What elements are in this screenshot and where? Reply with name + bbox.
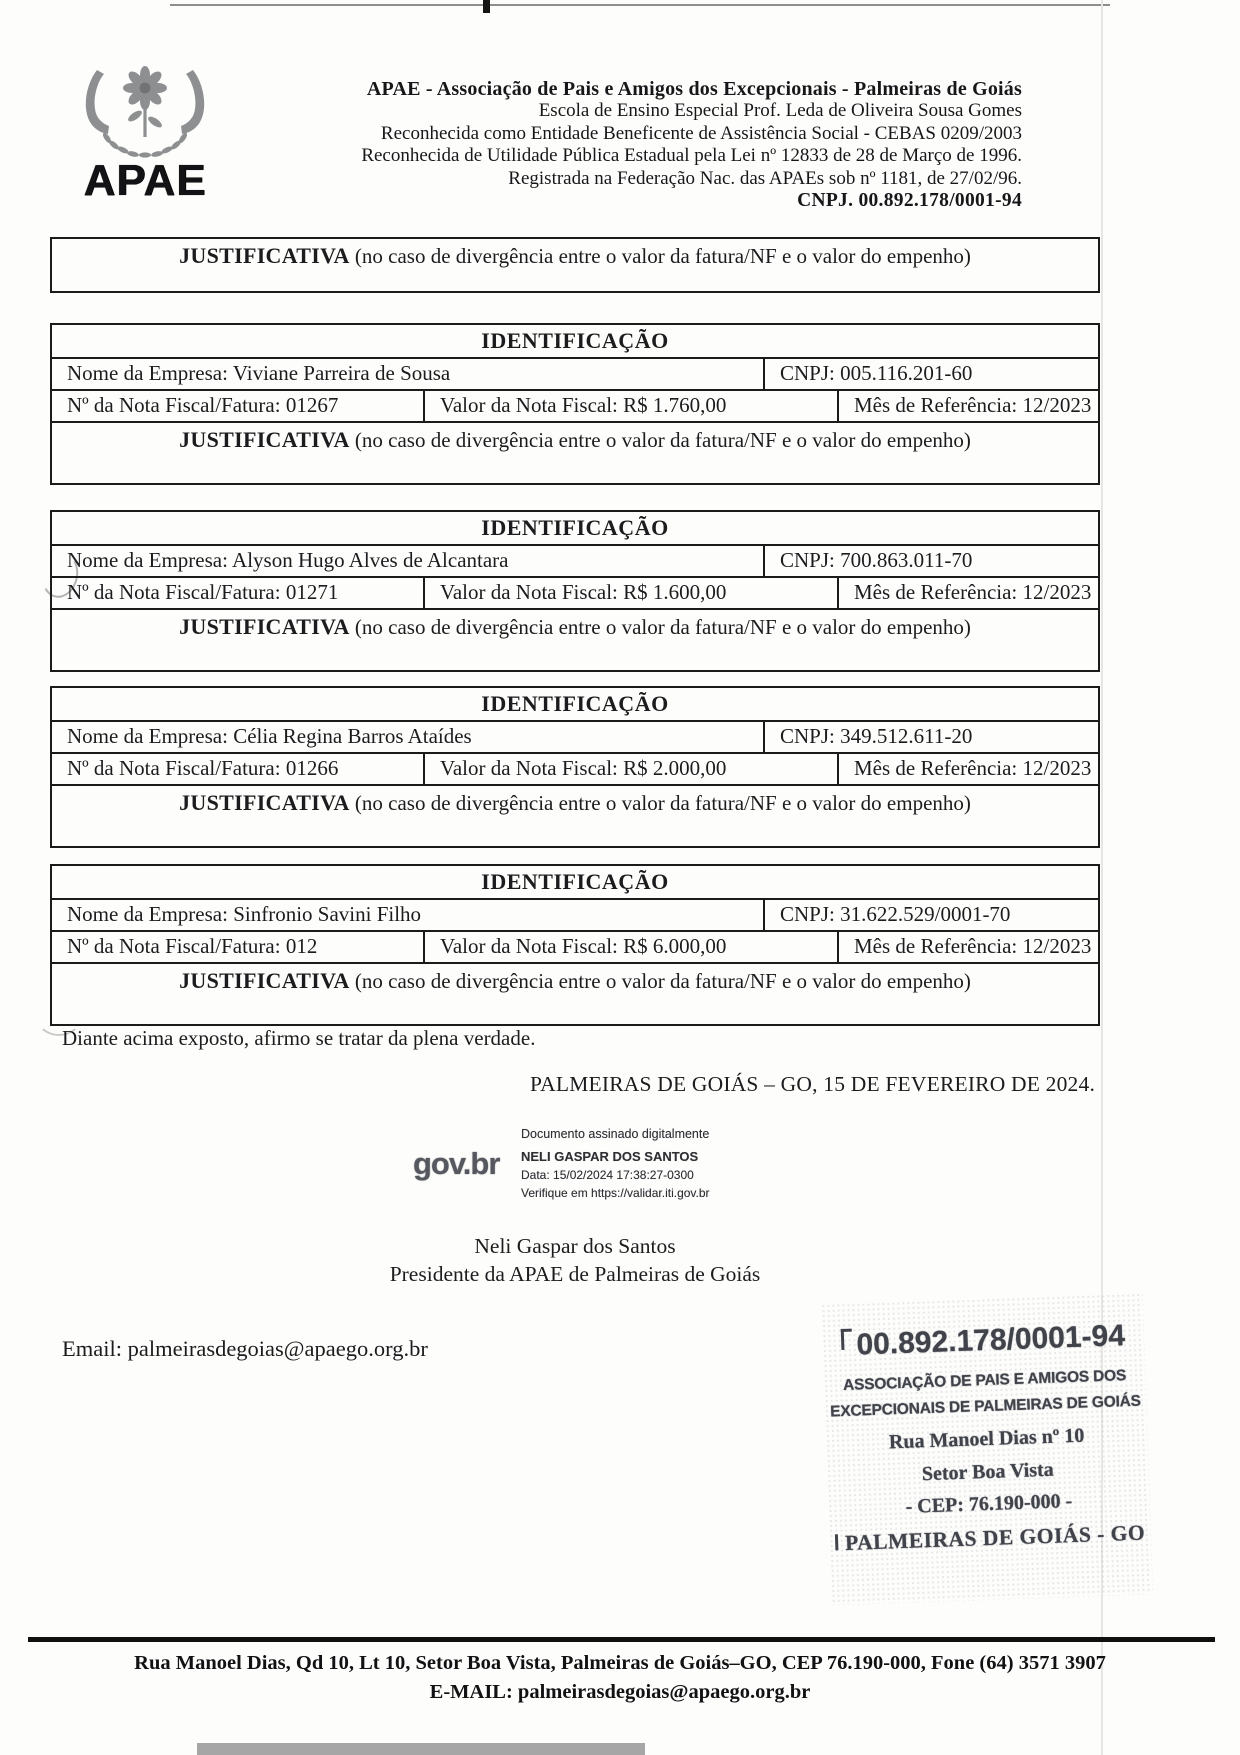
justificativa-label: JUSTIFICATIVA [179,427,350,452]
city-date-line: PALMEIRAS DE GOIÁS – GO, 15 DE FEVEREIRO DE 2024. [530,1072,1096,1096]
justificativa-row [52,423,1098,483]
closing-statement: Diante acima exposto, afirmo se tratar da plena verdade. [62,1026,536,1050]
nf-label: Nº da Nota Fiscal/Fatura: [67,580,281,604]
cnpj-label: CNPJ: [780,902,835,926]
cnpj-cell [765,359,1098,389]
mes-value: 12/2023 [1022,393,1092,417]
mes-cell [839,932,1098,962]
nf-value: 01267 [285,393,339,417]
justificativa-note: (no caso de divergência entre o valor da fatura/NF e o valor do empenho) [354,969,971,993]
justificativa-label: JUSTIFICATIVA [179,968,350,993]
justificativa-box [50,237,1100,293]
stamp-org-line-1: ASSOCIAÇÃO DE PAIS E AMIGOS DOS [842,1367,1127,1394]
nf-value: 01271 [285,580,339,604]
identificacao-table-2 [50,510,1100,672]
justificativa-label: JUSTIFICATIVA [179,614,350,639]
mes-label: Mês de Referência: [854,393,1018,417]
cnpj-cell [765,900,1098,930]
cnpj-cell [765,722,1098,752]
nota-fiscal-cell [52,932,425,962]
apae-flower-hands-icon [73,64,217,160]
mes-label: Mês de Referência: [854,580,1018,604]
empresa-value: Viviane Parreira de Sousa [232,361,451,385]
mes-cell [839,578,1098,608]
justificativa-row [52,786,1098,846]
stamp-city: PALMEIRAS DE GOIÁS - GO [829,1520,1152,1556]
valor-label: Valor da Nota Fiscal: [440,393,618,417]
table-title: IDENTIFICAÇÃO [52,325,1098,359]
valor-label: Valor da Nota Fiscal: [440,580,618,604]
cnpj-value: 700.863.011-70 [840,548,973,572]
table-title: IDENTIFICAÇÃO [52,866,1098,900]
mes-label: Mês de Referência: [854,756,1018,780]
identificacao-table-3 [50,686,1100,848]
nota-fiscal-cell [52,754,425,784]
mes-value: 12/2023 [1022,580,1092,604]
apae-logo-wordmark: APAE [83,156,207,205]
cnpj-value: 349.512.611-20 [840,724,973,748]
table-title: IDENTIFICAÇÃO [52,688,1098,722]
signature-verify-text: Verifique em https://validar.iti.gov.br [521,1186,710,1200]
empresa-cell [52,546,765,576]
valor-cell [425,391,839,421]
valor-label: Valor da Nota Fiscal: [440,934,618,958]
justificativa-note: (no caso de divergência entre o valor da fatura/NF e o valor do empenho) [354,244,971,268]
valor-value: R$ 1.600,00 [623,580,727,604]
signer-name: NELI GASPAR DOS SANTOS [521,1149,699,1164]
signer-printed-name: Neli Gaspar dos Santos [474,1234,676,1258]
stamp-cep: - CEP: 76.190-000 - [905,1490,1073,1518]
empresa-value: Sinfronio Savini Filho [233,902,422,926]
justificativa-note: (no caso de divergência entre o valor da fatura/NF e o valor do empenho) [354,791,971,815]
lei-line: Reconhecida de Utilidade Pública Estadual pela Lei nº 12833 de 28 de Março de 1996. [361,145,1022,167]
valor-label: Valor da Nota Fiscal: [440,756,618,780]
empresa-cell [52,722,765,752]
scan-edge-line [170,4,1110,6]
cnpj-label: CNPJ: [780,724,835,748]
federacao-line: Registrada na Federação Nac. das APAEs sob nº 1181, de 27/02/96. [508,167,1022,189]
cnpj-label: CNPJ: [780,548,835,572]
rubber-stamp [821,1292,1153,1605]
mes-label: Mês de Referência: [854,934,1018,958]
stamp-org-line-2: EXCEPCIONAIS DE PALMEIRAS DE GOIÁS [829,1392,1142,1421]
school-line: Escola de Ensino Especial Prof. Leda de Oliveira Sousa Gomes [538,100,1022,122]
mes-cell [839,754,1098,784]
email-line: Email: palmeirasdegoias@apaego.org.br [62,1336,428,1361]
empresa-cell [52,359,765,389]
scan-tick-mark [483,0,490,13]
mes-value: 12/2023 [1022,756,1092,780]
cnpj-cell [765,546,1098,576]
valor-cell [425,932,839,962]
apae-logo [73,64,217,165]
nota-fiscal-cell [52,578,425,608]
digital-signature-note: Documento assinado digitalmente [521,1127,710,1141]
valor-cell [425,754,839,784]
nf-value: 012 [285,934,318,958]
footer-divider [28,1637,1215,1642]
nf-label: Nº da Nota Fiscal/Fatura: [67,934,281,958]
nf-label: Nº da Nota Fiscal/Fatura: [67,756,281,780]
valor-value: R$ 2.000,00 [623,756,727,780]
mes-cell [839,391,1098,421]
justificativa-row [52,964,1098,1024]
scanner-bottom-strip [197,1743,645,1755]
stamp-district: Setor Boa Vista [921,1458,1055,1486]
footer-address: Rua Manoel Dias, Qd 10, Lt 10, Setor Boa Vista, Palmeiras de Goiás–GO, CEP 76.190-000, Fone (64) 3571 3907 [134,1652,1106,1674]
justificativa-note: (no caso de divergência entre o valor da fatura/NF e o valor do empenho) [354,615,971,639]
empresa-label: Nome da Empresa: [67,724,228,748]
cnpj-value: 005.116.201-60 [840,361,973,385]
stamp-cnpj: 00.892.178/0001-94 [822,1318,1145,1363]
justificativa-row [52,610,1098,670]
empresa-cell [52,900,765,930]
empresa-value: Alyson Hugo Alves de Alcantara [232,548,509,572]
justificativa-note: (no caso de divergência entre o valor da fatura/NF e o valor do empenho) [354,428,971,452]
identificacao-table-1 [50,323,1100,485]
org-cnpj-line: CNPJ. 00.892.178/0001-94 [797,190,1022,212]
govbr-logo: gov.br [413,1146,500,1181]
empresa-label: Nome da Empresa: [67,361,228,385]
cebas-line: Reconhecida como Entidade Beneficente de Assistência Social - CEBAS 0209/2003 [380,122,1022,144]
stamp-street: Rua Manoel Dias nº 10 [888,1424,1085,1454]
empresa-value: Célia Regina Barros Ataídes [233,724,472,748]
nf-value: 01266 [285,756,339,780]
table-title: IDENTIFICAÇÃO [52,512,1098,546]
cnpj-value: 31.622.529/0001-70 [840,902,1011,926]
justificativa-label: JUSTIFICATIVA [179,790,350,815]
identificacao-table-4 [50,864,1100,1026]
mes-value: 12/2023 [1022,934,1092,958]
valor-value: R$ 1.760,00 [623,393,727,417]
justificativa-label: JUSTIFICATIVA [179,243,350,268]
footer-email: E-MAIL: palmeirasdegoias@apaego.org.br [429,1681,811,1703]
signature-date: Data: 15/02/2024 17:38:27-0300 [521,1168,694,1182]
empresa-label: Nome da Empresa: [67,548,228,572]
valor-value: R$ 6.000,00 [623,934,727,958]
signer-role: Presidente da APAE de Palmeiras de Goiás [389,1262,761,1286]
footer [40,1649,1200,1707]
nf-label: Nº da Nota Fiscal/Fatura: [67,393,281,417]
nota-fiscal-cell [52,391,425,421]
justificativa-text [52,239,1098,269]
cnpj-label: CNPJ: [780,361,835,385]
letterhead [361,78,1022,212]
org-name-line: APAE - Associação de Pais e Amigos dos Excepcionais - Palmeiras de Goiás [366,78,1022,100]
empresa-label: Nome da Empresa: [67,902,228,926]
signer-block [325,1232,825,1288]
valor-cell [425,578,839,608]
